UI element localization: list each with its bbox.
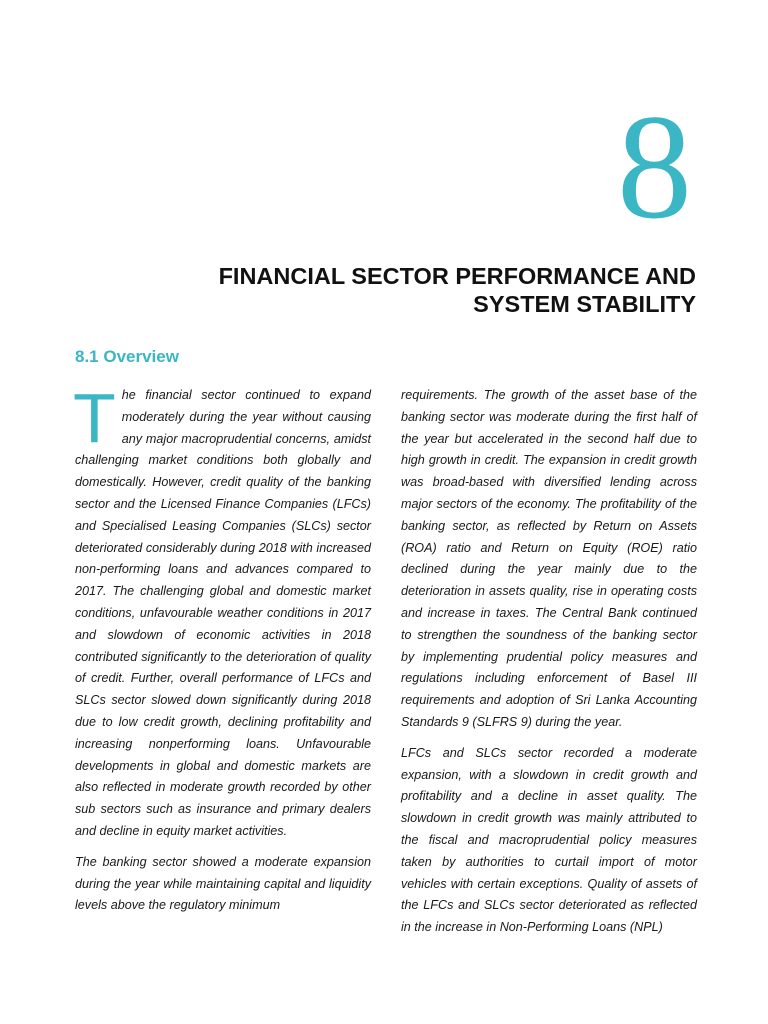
paragraph: The banking sector showed a moderate expansion during the year while maintaining capital and liquidity levels above the regulatory minimum [75,854,371,913]
left-column [73,379,371,926]
chapter-title [76,262,696,318]
chapter-title-line-2: SYSTEM STABILITY [473,291,696,317]
paragraph-text: he financial sector continued to expand moderately during the year without causing any major macroprudential concerns, amidst challenging market conditions both globally and domestically. However, credit quality of the banking sector and the Licensed Finance Companies (LFCs) and Specialised Leasing Companies (SLCs) sector deteriorated considerably during 2018 with increased non-performing loans and advances compared to 2017. The challenging global and domestic market conditions, unfavourable weather conditions in 2017 and slowdown of economic activities in 2018 contributed significantly to the deterioration of quality of credit. Further, overall performance of LFCs and SLCs sector slowed down significantly during 2018 due to low credit growth, declining profitability and increasing nonperforming loans. Unfavourable developments in global and domestic markets are also reflected in moderate growth recorded by other sub sectors such as insurance and primary dealers and decline in equity market activities. [75,388,371,838]
paragraph [73,379,371,843]
chapter-number: 8 [617,84,692,250]
right-column [401,385,697,948]
paragraph: LFCs and SLCs sector recorded a moderate expansion, with a slowdown in credit growth and profitability and a decline in asset quality. The slowdown in credit growth was mainly attributed to the fiscal and macroprudential policy measures taken by authorities to curtail import of motor vehicles with certain exceptions. Quality of assets of the LFCs and SLCs sector deteriorated as reflected in the increase in Non-Performing Loans (NPL) [401,745,697,935]
drop-cap: T [73,379,116,457]
paragraph: requirements. The growth of the asset base of the banking sector was moderate during the first half of the year but accelerated in the second half due to high growth in credit. The expansion in credit growth was broad-based with diversified lending across major sectors of the economy. The profitability of the banking sector, as reflected by Return on Assets (ROA) ratio and Return on Equity (ROE) ratio declined during the year mainly due to the deterioration in assets quality, rise in operating costs and increase in taxes. The Central Bank continued to strengthen the soundness of the banking sector by implementing prudential policy measures and regulations including enforcement of Basel III requirements and adoption of Sri Lanka Accounting Standards 9 (SLFRS 9) during the year. [401,388,697,729]
section-heading: 8.1 Overview [75,347,179,366]
chapter-title-line-1: FINANCIAL SECTOR PERFORMANCE AND [218,263,696,289]
